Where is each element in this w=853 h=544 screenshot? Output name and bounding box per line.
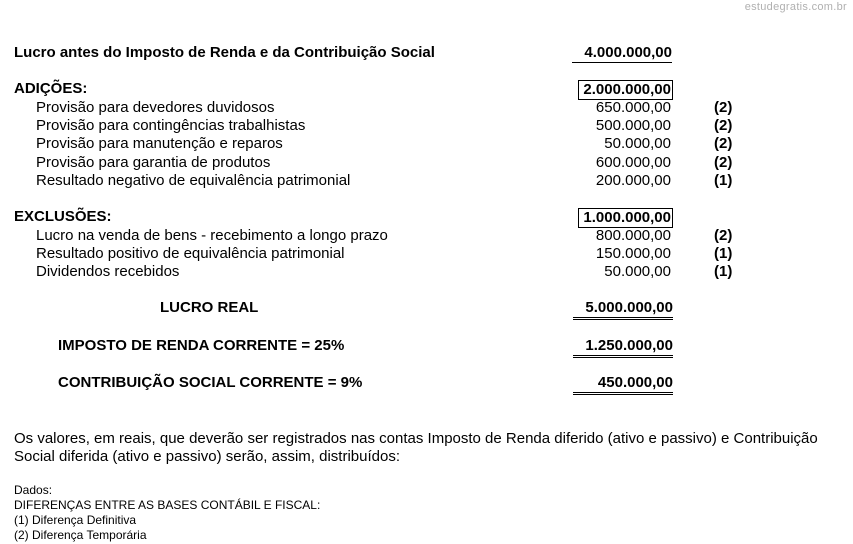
notes-dados: Dados: [14,483,53,497]
lucro-real-label: LUCRO REAL [160,299,259,316]
adicoes-item-label: Provisão para devedores duvidosos [36,99,275,116]
adicoes-item-label: Provisão para contingências trabalhistas [36,117,306,134]
exclusoes-item-value: 150.000,00 [595,245,671,262]
adicoes-item-label: Resultado negativo de equivalência patrimonial [36,172,351,189]
csll-label: CONTRIBUIÇÃO SOCIAL CORRENTE = 9% [58,374,363,391]
exclusoes-item-ref: (1) [714,263,733,280]
lair-value: 4.000.000,00 [572,44,672,63]
watermark: estudegratis.com.br [744,1,847,13]
exclusoes-item-label: Lucro na venda de bens - recebimento a longo prazo [36,227,388,244]
csll-value: 450.000,00 [573,374,673,395]
notes-heading: DIFERENÇAS ENTRE AS BASES CONTÁBIL E FISCAL: [14,498,321,512]
adicoes-item-value: 50.000,00 [604,135,671,152]
question-text: Os valores, em reais, que deverão ser registrados nas contas Imposto de Renda diferido (ativo e passivo) e Contribuição Social diferida (ativo e passivo) serão, assim, distribuídos: [14,430,818,465]
adicoes-item-label: Provisão para garantia de produtos [36,154,271,171]
exclusoes-item-ref: (2) [714,227,733,244]
adicoes-item-label: Provisão para manutenção e reparos [36,135,283,152]
lucro-real-value: 5.000.000,00 [573,299,673,320]
adicoes-item-ref: (2) [714,135,733,152]
adicoes-item-ref: (1) [714,172,733,189]
irpj-value: 1.250.000,00 [573,337,673,358]
exclusoes-total: 1.000.000,00 [578,208,673,228]
adicoes-item-value: 200.000,00 [595,172,671,189]
exclusoes-item-value: 800.000,00 [595,227,671,244]
adicoes-item-ref: (2) [714,99,733,116]
adicoes-item-value: 500.000,00 [595,117,671,134]
adicoes-total: 2.000.000,00 [578,80,673,100]
exclusoes-title: EXCLUSÕES: [14,208,112,225]
irpj-label: IMPOSTO DE RENDA CORRENTE = 25% [58,337,345,354]
adicoes-item-ref: (2) [714,117,733,134]
exclusoes-item-ref: (1) [714,245,733,262]
adicoes-title: ADIÇÕES: [14,80,88,97]
exclusoes-item-label: Resultado positivo de equivalência patrimonial [36,245,345,262]
lair-label: Lucro antes do Imposto de Renda e da Contribuição Social [14,44,435,61]
exclusoes-item-label: Dividendos recebidos [36,263,180,280]
adicoes-item-ref: (2) [714,154,733,171]
notes-definitiva: (1) Diferença Definitiva [14,513,137,527]
exclusoes-item-value: 50.000,00 [604,263,671,280]
adicoes-item-value: 600.000,00 [595,154,671,171]
adicoes-item-value: 650.000,00 [595,99,671,116]
notes-temporaria: (2) Diferença Temporária [14,528,147,542]
